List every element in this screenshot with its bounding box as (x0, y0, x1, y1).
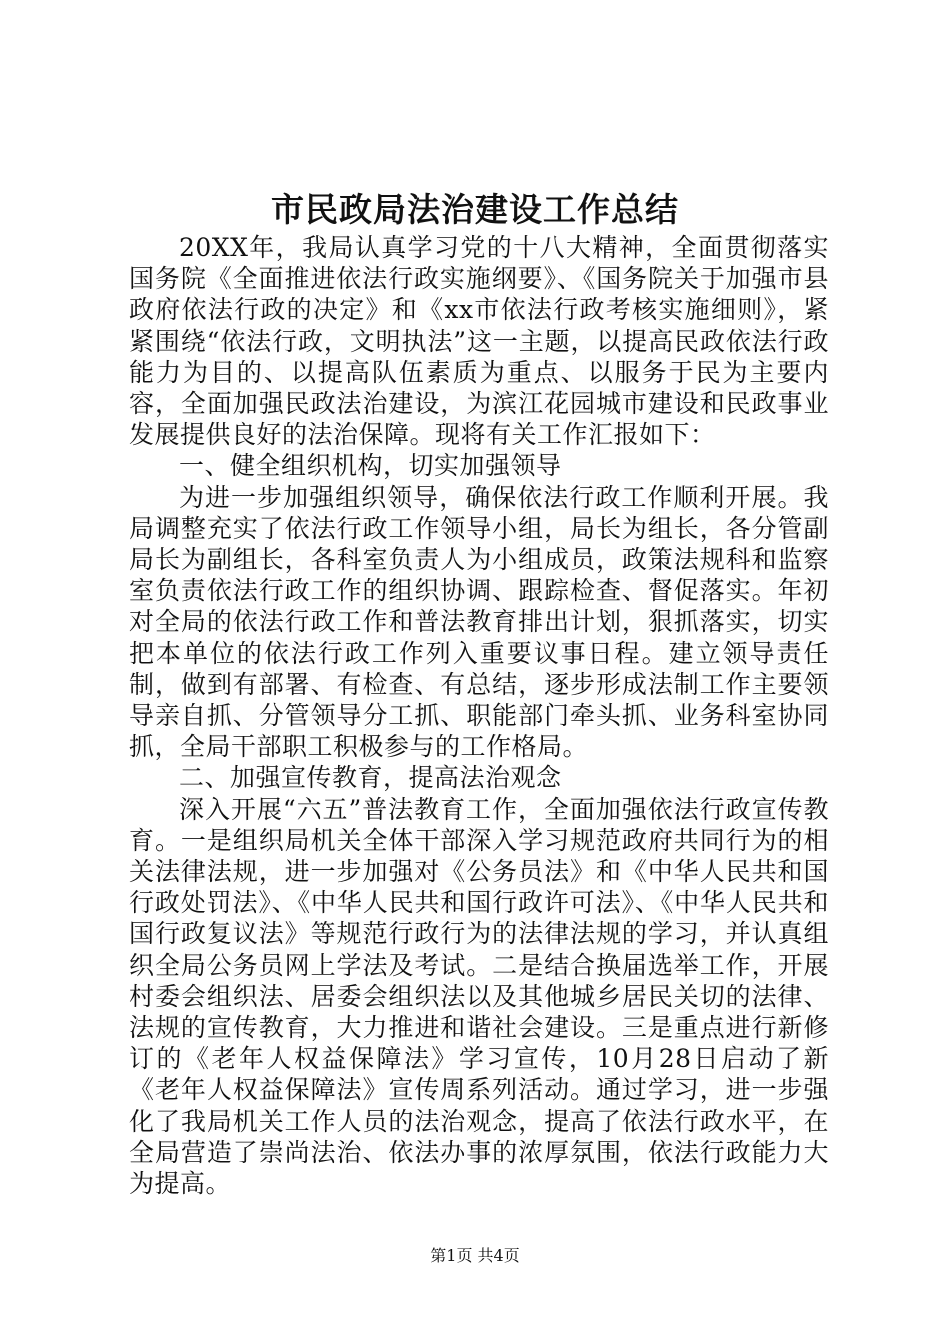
section-heading-1: 一、健全组织机构，切实加强领导 (179, 451, 562, 481)
intro-paragraph: 20XX年，我局认真学习党的十八大精神，全面贯彻落实国务院《全面推进依法行政实施纲要》、《国务院关于加强市县政府依法行政的决定》和《xx市依法行政考核实施细则》，紧紧围绕“依法行政，文明执法”这一主题，以提高民政依法行政能力为目的、以提高队伍素质为重点、以服务于民为主要内容，全面加强民政法治建设，为滨江花园城市建设和民政事业发展提供良好的法治保障。现将有关工作汇报如下： (129, 233, 829, 450)
document-title: 市民政局法治建设工作总结 (271, 190, 679, 229)
section-2-paragraph: 深入开展“六五”普法教育工作，全面加强依法行政宣传教育。一是组织局机关全体干部深入学习规范政府共同行为的相关法律法规，进一步加强对《公务员法》和《中华人民共和国行政处罚法》、《中华人民共和国行政许可法》、《中华人民共和国行政复议法》等规范行政行为的法律法规的学习，并认真组织全局公务员网上学法及考试。二是结合换届选举工作，开展村委会组织法、居委会组织法以及其他城乡居民关切的法律、法规的宣传教育，大力推进和谐社会建设。三是重点进行新修订的《老年人权益保障法》学习宣传，10月28日启动了新《老年人权益保障法》宣传周系列活动。通过学习，进一步强化了我局机关工作人员的法治观念，提高了依法行政水平，在全局营造了崇尚法治、依法办事的浓厚氛围，依法行政能力大为提高。 (129, 794, 829, 1199)
section-1-paragraph: 为进一步加强组织领导，确保依法行政工作顺利开展。我局调整充实了依法行政工作领导小组，局长为组长，各分管副局长为副组长，各科室负责人为小组成员，政策法规科和监察室负责依法行政工作的组织协调、跟踪检查、督促落实。年初对全局的依法行政工作和普法教育排出计划，狠抓落实，切实把本单位的依法行政工作列入重要议事日程。建立领导责任制，做到有部署、有检查、有总结，逐步形成法制工作主要领导亲自抓、分管领导分工抓、职能部门牵头抓、业务科室协同抓，全局干部职工积极参与的工作格局。 (129, 482, 829, 762)
document-body (129, 232, 829, 1199)
page-footer: 第1页 共4页 (430, 1246, 520, 1265)
section-heading-2: 二、加强宣传教育，提高法治观念 (179, 763, 562, 793)
